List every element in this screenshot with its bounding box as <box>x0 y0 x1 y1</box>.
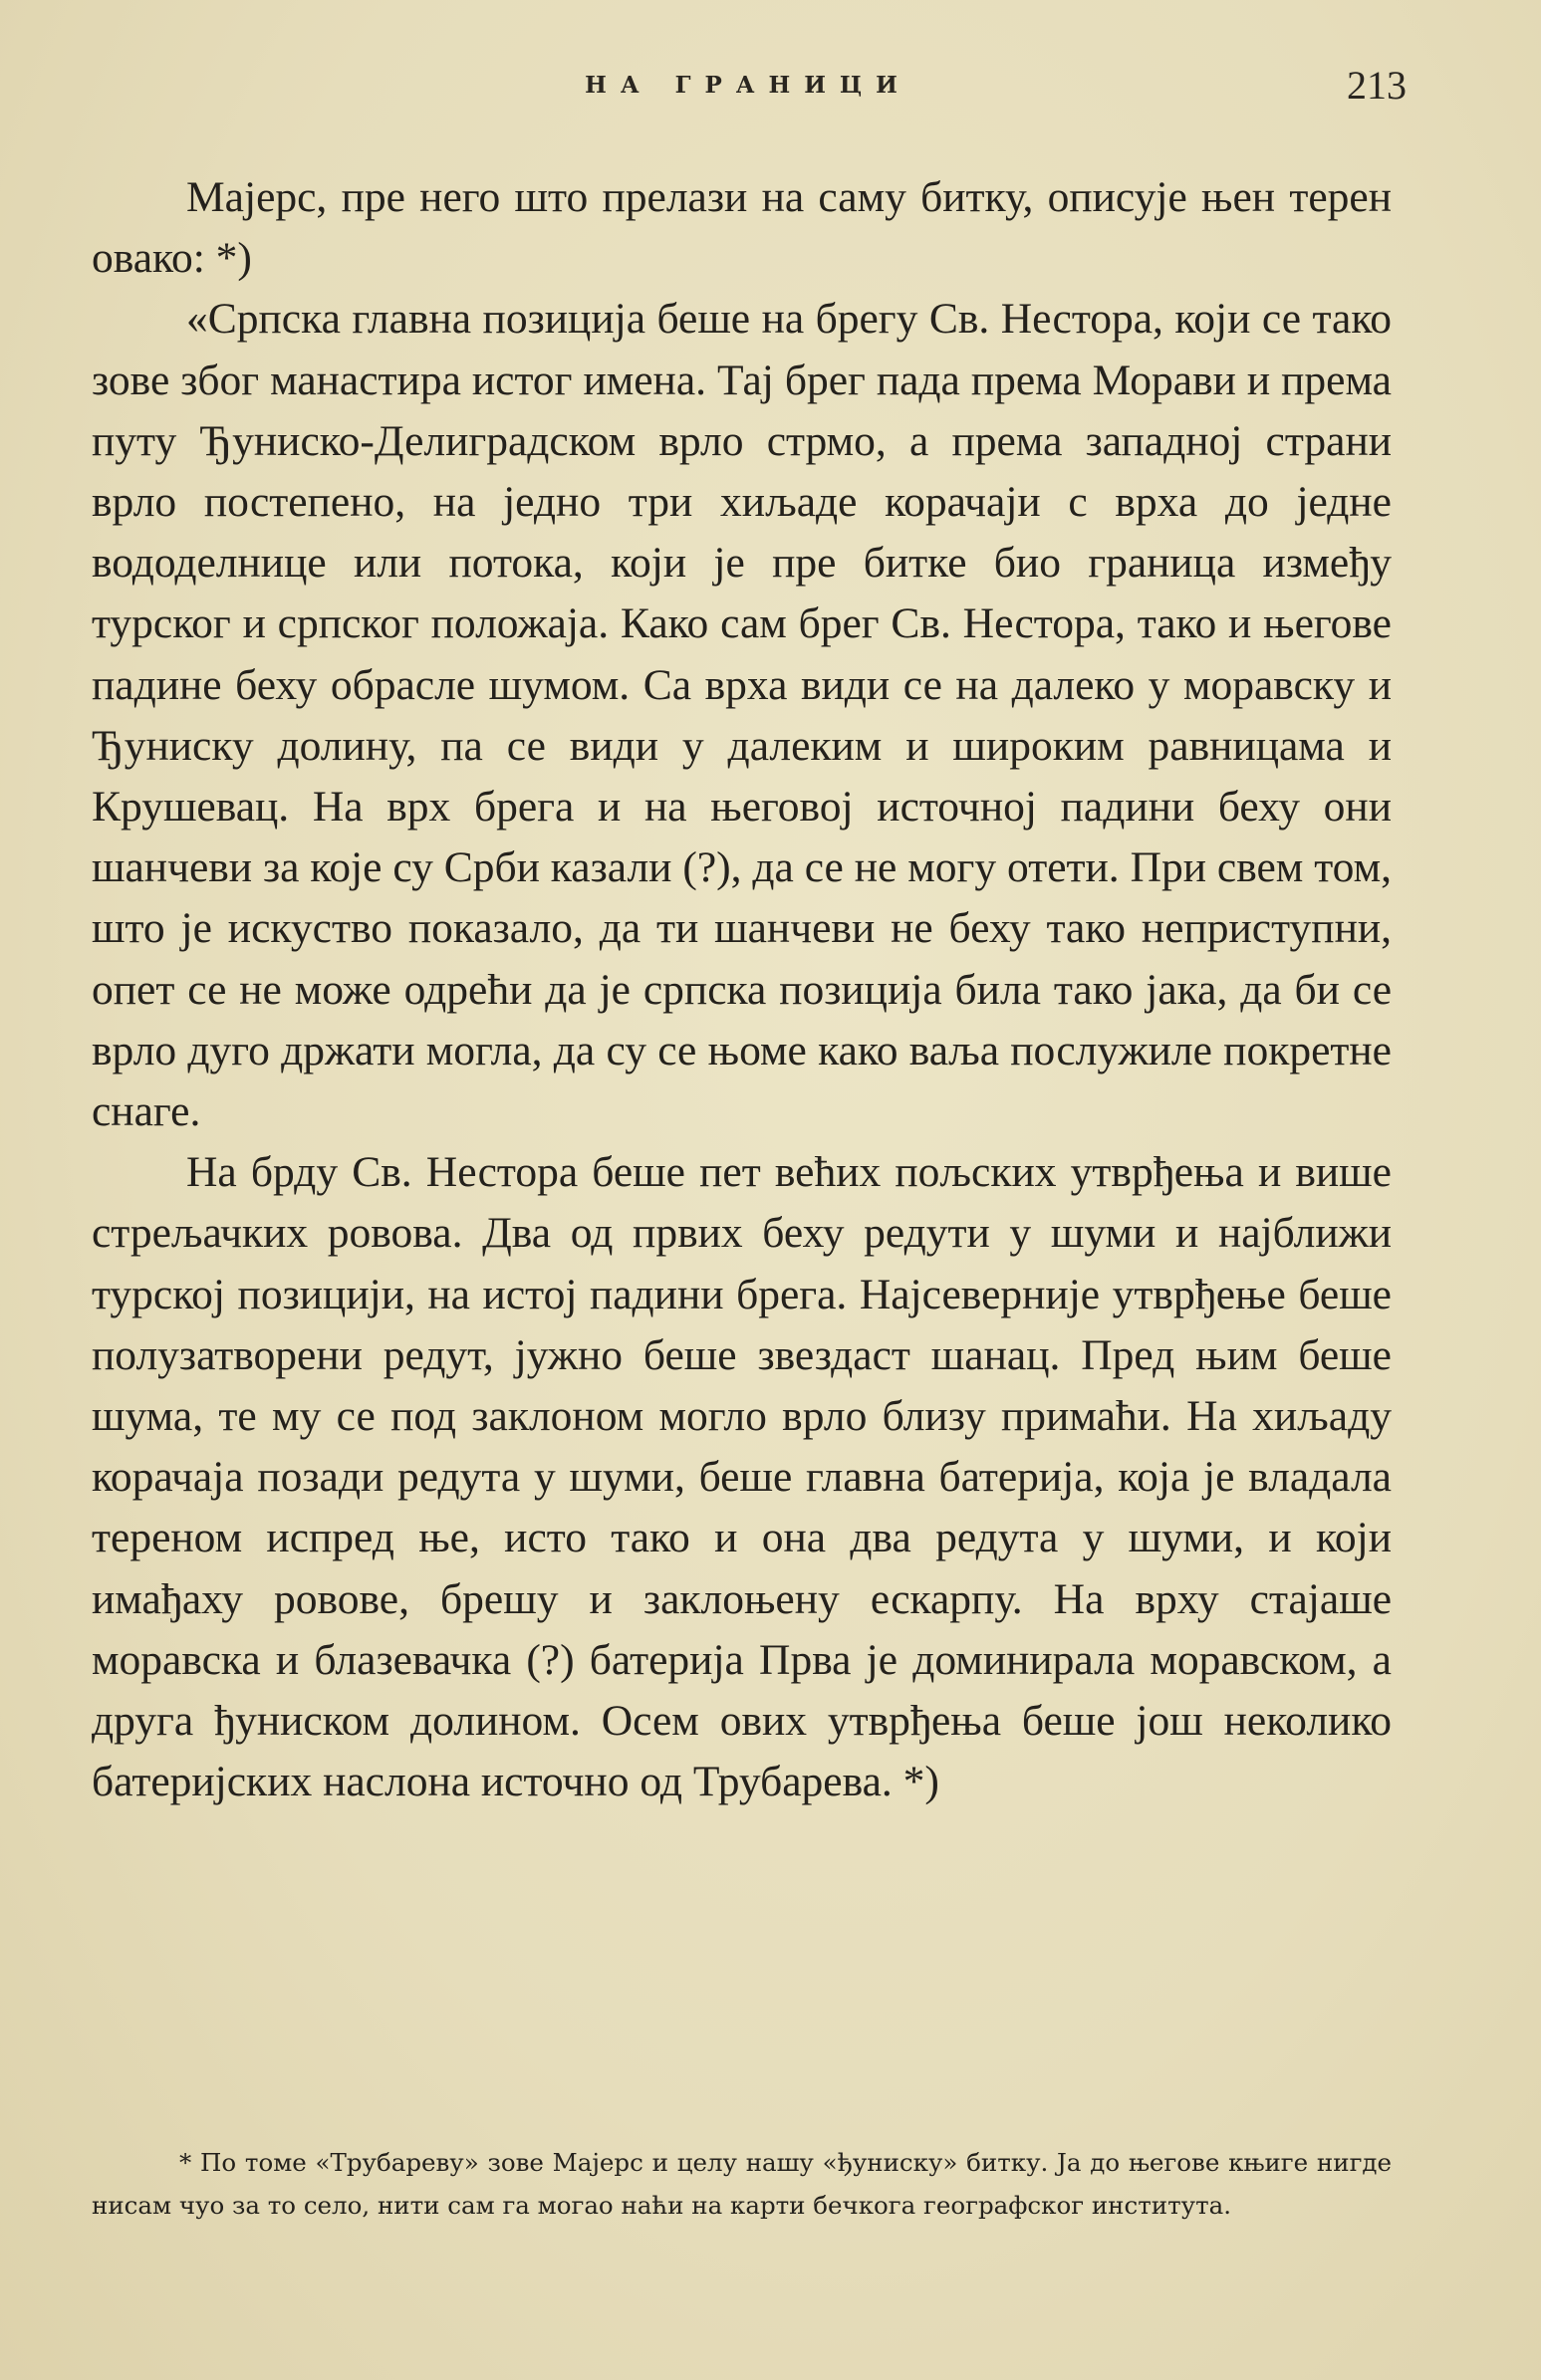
paragraph-fortifications: На брду Св. Нестора беше пет већих пољских утврђења и више стрељачких ровова. Два од првих беху редути у шуми и најближи турској позицији, на истој падини брега. Најсеверније утврђење беше полузатворени редут, јужно беше звездаст шанац. Пред њим беше шума, те му се под заклоном могло врло близу примаћи. На хиљаду корачаја позади редута у шуми, беше главна батерија, која је владала тереном испред ње, исто тако и она два редута у шуми, и који имађаху ровове, брешу и заклоњену ескарпу. На врху стајаше моравска и блазевачка (?) батерија Прва је доминирала моравском, а друга ђуниском долином. Осем ових утврђења беше још неколико батеријских наслона источно од Трубарева. *) <box>92 1148 1392 1806</box>
footnote <box>92 2141 1392 2227</box>
paragraph-quote: «Српска главна позиција беше на брегу Св. Нестора, који се тако зове због манастира истог имена. Тај брег пада према Морави и према путу Ђуниско-Делиградском врло стрмо, а према западној страни врло постепено, на једно три хиљаде корачаји с врха до једне вододелнице или потока, који је пре битке био граница између турског и српског положаја. Како сам брег Св. Нестора, тако и његове падине беху обрасле шумом. Са врха види се на далеко у моравску и Ђуниску долину, па се види у далеким и широким равницама и Крушевац. На врх брега и на његовој источној падини беху они шанчеви за које су Срби казали (?), да се не могу отети. При свем том, што је искуство показало, да ти шанчеви не беху тако неприступни, опет се не може одрећи да је српска позиција била тако јака, да би се врло дуго држати могла, да су се њоме како ваља послужиле покретне снаге. <box>92 295 1392 1136</box>
page-number: 213 <box>1347 63 1407 108</box>
paragraph-intro: Мајерс, пре него што прелази на саму битку, описује њен терен овако: *) <box>92 173 1392 283</box>
body-text <box>92 167 1392 1812</box>
running-head: НА ГРАНИЦИ <box>585 72 911 99</box>
page-header <box>90 62 1407 121</box>
footnote-text: * По томе «Трубареву» зове Мајерс и целу нашу «ђуниску» битку. Ја до његове књиге нигде нисам чуо за то село, нити сам га могао наћи на карти бечкога географског института. <box>92 2148 1392 2220</box>
